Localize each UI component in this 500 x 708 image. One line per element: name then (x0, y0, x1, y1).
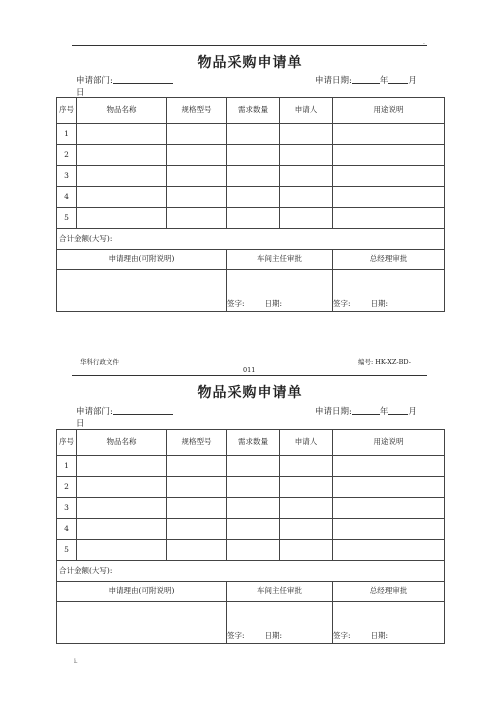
total-amount[interactable]: 合计金额(大写): (57, 229, 445, 250)
table-row: 5 (57, 208, 445, 229)
cell-qty[interactable] (227, 166, 280, 187)
form2-dept: 申请部门: (76, 405, 173, 417)
cell-qty[interactable] (227, 540, 280, 561)
cell-name[interactable] (77, 498, 167, 519)
cell-qty[interactable] (227, 498, 280, 519)
form1-dept: 申请部门: (76, 74, 173, 86)
table-row: 1 (57, 456, 445, 477)
cell-applicant[interactable] (280, 477, 333, 498)
cell-purpose[interactable] (333, 145, 445, 166)
table-row: 3 (57, 498, 445, 519)
col-name: 物品名称 (77, 98, 167, 124)
cell-name[interactable] (77, 519, 167, 540)
company-label: 华科行政文件 (80, 358, 119, 366)
reason-field[interactable] (57, 602, 227, 644)
form2-year-field[interactable] (352, 406, 380, 415)
col-applicant: 申请人 (280, 430, 333, 456)
cell-qty[interactable] (227, 187, 280, 208)
cell-qty[interactable] (227, 145, 280, 166)
cell-applicant[interactable] (280, 519, 333, 540)
col-purpose: 用途说明 (333, 430, 445, 456)
col-model: 规格型号 (167, 98, 227, 124)
cell-qty[interactable] (227, 477, 280, 498)
cell-model[interactable] (167, 187, 227, 208)
cell-purpose[interactable] (333, 519, 445, 540)
form1-table (56, 97, 445, 312)
cell-name[interactable] (77, 208, 167, 229)
cell-applicant[interactable] (280, 187, 333, 208)
cell-name[interactable] (77, 456, 167, 477)
cell-purpose[interactable] (333, 456, 445, 477)
form2-dept-field[interactable] (113, 406, 173, 415)
reason-header: 申请理由(可附说明) (57, 582, 227, 602)
cell-purpose[interactable] (333, 124, 445, 145)
cell-qty[interactable] (227, 124, 280, 145)
cell-applicant[interactable] (280, 540, 333, 561)
cell-purpose[interactable] (333, 208, 445, 229)
col-name: 物品名称 (77, 430, 167, 456)
header-rule (72, 375, 427, 376)
reason-header: 申请理由(可附说明) (57, 250, 227, 270)
col-purpose: 用途说明 (333, 98, 445, 124)
form1-day-label: 日 (76, 88, 85, 98)
cell-applicant[interactable] (280, 456, 333, 477)
workshop-signature[interactable]: 签字: 日期: (227, 602, 333, 644)
cell-model[interactable] (167, 477, 227, 498)
page-mark: . (423, 39, 425, 46)
cell-model[interactable] (167, 540, 227, 561)
cell-qty[interactable] (227, 456, 280, 477)
cell-qty[interactable] (227, 208, 280, 229)
cell-purpose[interactable] (333, 166, 445, 187)
cell-model[interactable] (167, 456, 227, 477)
cell-purpose[interactable] (333, 187, 445, 208)
gm-approval-header: 总经理审批 (333, 250, 445, 270)
table-row: 5 (57, 540, 445, 561)
doc-number-cont: 011 (243, 366, 256, 374)
col-applicant: 申请人 (280, 98, 333, 124)
table-row: 4 (57, 519, 445, 540)
cell-model[interactable] (167, 124, 227, 145)
cell-applicant[interactable] (280, 145, 333, 166)
col-seq: 序号 (57, 430, 77, 456)
cell-name[interactable] (77, 477, 167, 498)
workshop-approval-header: 车间主任审批 (227, 250, 333, 270)
bottom-mark: i. (74, 658, 78, 665)
cell-purpose[interactable] (333, 540, 445, 561)
form1-date: 申请日期: 年 月 (315, 76, 417, 86)
table-row: 3 (57, 166, 445, 187)
col-qty: 需求数量 (227, 430, 280, 456)
cell-name[interactable] (77, 166, 167, 187)
col-seq: 序号 (57, 98, 77, 124)
cell-purpose[interactable] (333, 477, 445, 498)
form1-dept-field[interactable] (113, 75, 173, 84)
gm-signature[interactable]: 签字: 日期: (333, 602, 445, 644)
doc-number: 编号: HK-XZ-BD- (358, 358, 411, 366)
cell-applicant[interactable] (280, 208, 333, 229)
reason-field[interactable] (57, 270, 227, 312)
cell-model[interactable] (167, 498, 227, 519)
col-model: 规格型号 (167, 430, 227, 456)
col-qty: 需求数量 (227, 98, 280, 124)
gm-approval-header: 总经理审批 (333, 582, 445, 602)
cell-applicant[interactable] (280, 498, 333, 519)
table-row: 4 (57, 187, 445, 208)
cell-model[interactable] (167, 519, 227, 540)
cell-name[interactable] (77, 540, 167, 561)
workshop-signature[interactable]: 签字: 日期: (227, 270, 333, 312)
table-row: 1 (57, 124, 445, 145)
cell-name[interactable] (77, 187, 167, 208)
form2-date: 申请日期: 年 月 (315, 407, 417, 417)
form2-month-field[interactable] (388, 406, 408, 415)
top-rule (72, 45, 427, 46)
gm-signature[interactable]: 签字: 日期: (333, 270, 445, 312)
cell-applicant[interactable] (280, 166, 333, 187)
cell-purpose[interactable] (333, 498, 445, 519)
form2-table (56, 429, 445, 644)
cell-name[interactable] (77, 145, 167, 166)
form1-title: 物品采购申请单 (197, 55, 303, 71)
cell-qty[interactable] (227, 519, 280, 540)
cell-model[interactable] (167, 208, 227, 229)
table-row: 2 (57, 145, 445, 166)
workshop-approval-header: 车间主任审批 (227, 582, 333, 602)
cell-name[interactable] (77, 124, 167, 145)
cell-model[interactable] (167, 145, 227, 166)
cell-applicant[interactable] (280, 124, 333, 145)
form2-day-label: 日 (76, 419, 85, 429)
form1-year-field[interactable] (352, 75, 380, 84)
table-row: 2 (57, 477, 445, 498)
form2-title: 物品采购申请单 (197, 385, 303, 401)
form1-month-field[interactable] (388, 75, 408, 84)
cell-model[interactable] (167, 166, 227, 187)
total-amount[interactable]: 合计金额(大写): (57, 561, 445, 582)
